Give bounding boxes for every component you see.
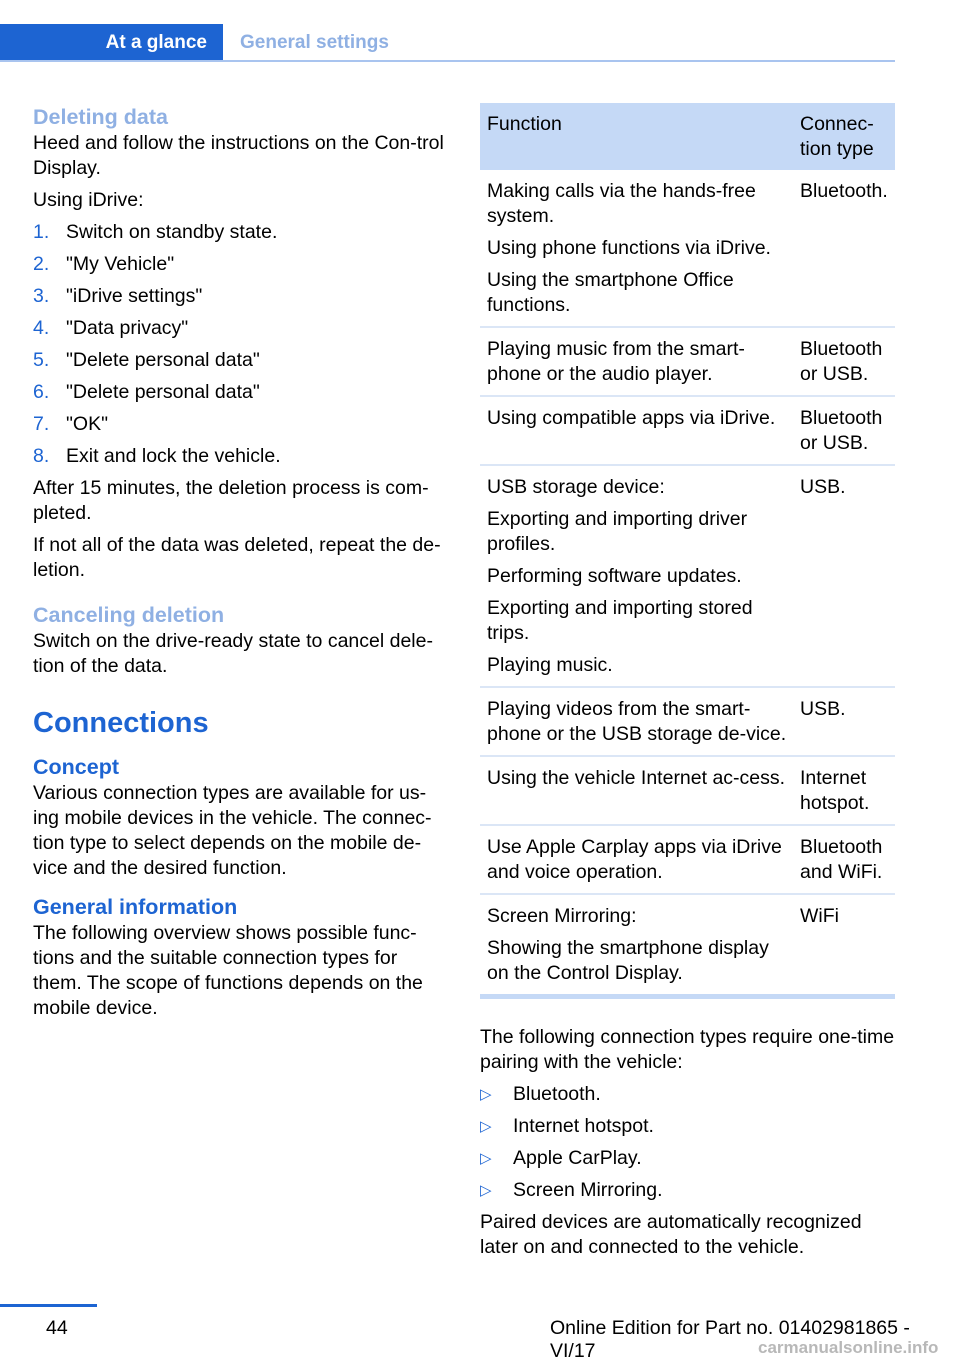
- list-item: [33, 284, 448, 309]
- function-text: Screen Mirroring:: [487, 905, 637, 927]
- type-cell: Bluetooth or USB.: [793, 327, 895, 396]
- table-row: [480, 825, 895, 894]
- repeat-text: If not all of the data was deleted, repeat the de‐letion.: [33, 534, 441, 581]
- function-text: Playing music.: [487, 654, 613, 676]
- bullet-text: Screen Mirroring.: [513, 1179, 663, 1201]
- function-cell: [480, 825, 793, 894]
- list-item: [33, 316, 448, 341]
- deleting-intro: Heed and follow the instructions on the Con‐trol Display.: [33, 132, 444, 179]
- concept-heading: Concept: [33, 755, 119, 779]
- function-cell: [480, 465, 793, 687]
- type-cell: USB.: [793, 687, 895, 756]
- step-text: "My Vehicle": [66, 253, 175, 275]
- connections-table: [480, 103, 895, 996]
- header-function: Function: [480, 103, 793, 170]
- left-column: [33, 103, 448, 1028]
- concept-text: Various connection types are available for us‐ing mobile devices in the vehicle. The connec‐tion type to select depends on the mobile de‐vice and the desired function.: [33, 782, 432, 879]
- header-divider: [0, 60, 895, 62]
- triangle-bullet-icon: ▷: [480, 1118, 492, 1135]
- using-idrive: Using iDrive:: [33, 189, 144, 211]
- step-text: "Data privacy": [66, 317, 189, 339]
- table-header-row: [480, 103, 895, 170]
- edition-text: Online Edition for Part no. 01402981865 - VI/17: [550, 1317, 910, 1362]
- list-item: [480, 1178, 895, 1203]
- list-item: [33, 348, 448, 373]
- list-item: [480, 1082, 895, 1107]
- function-text: Making calls via the hands-free system.: [487, 180, 756, 227]
- watermark: carmanualsonline.info: [758, 1338, 939, 1357]
- steps-list: [33, 220, 448, 469]
- list-item: [33, 380, 448, 405]
- step-number: 8.: [33, 445, 50, 467]
- tab-at-a-glance[interactable]: At a glance: [0, 24, 223, 62]
- triangle-bullet-icon: ▷: [480, 1150, 492, 1167]
- step-text: "Delete personal data": [66, 381, 260, 403]
- function-cell: [480, 327, 793, 396]
- type-cell: USB.: [793, 465, 895, 687]
- list-item: [480, 1114, 895, 1139]
- pairing-text: The following connection types require one-time pairing with the vehicle:: [480, 1026, 895, 1073]
- bullet-text: Bluetooth.: [513, 1083, 601, 1105]
- function-cell: [480, 396, 793, 465]
- bullet-text: Internet hotspot.: [513, 1115, 654, 1137]
- function-text: Performing software updates.: [487, 565, 742, 587]
- step-text: "Delete personal data": [66, 349, 260, 371]
- triangle-bullet-icon: ▷: [480, 1086, 492, 1103]
- right-column: [480, 103, 895, 1267]
- header-connection-type: Connec‐tion type: [793, 103, 895, 170]
- list-item: [33, 444, 448, 469]
- type-cell: WiFi: [793, 894, 895, 995]
- step-number: 6.: [33, 381, 50, 403]
- function-text: USB storage device:: [487, 476, 665, 498]
- after-text: After 15 minutes, the deletion process is com‐pleted.: [33, 477, 429, 524]
- general-information-heading: General information: [33, 895, 238, 919]
- function-text: Showing the smartphone display on the Control Display.: [487, 937, 769, 984]
- type-cell: Internet hotspot.: [793, 756, 895, 825]
- function-text: Playing videos from the smart‐phone or the USB storage de‐vice.: [487, 698, 787, 745]
- function-text: Using compatible apps via iDrive.: [487, 407, 776, 429]
- step-number: 5.: [33, 349, 50, 371]
- table-row: [480, 170, 895, 327]
- table-row: [480, 327, 895, 396]
- function-cell: [480, 894, 793, 995]
- function-text: Exporting and importing stored trips.: [487, 597, 753, 644]
- page-number: 44: [46, 1317, 68, 1339]
- type-cell: Bluetooth and WiFi.: [793, 825, 895, 894]
- general-information-text: The following overview shows possible func‐tions and the suitable connection types for them. The scope of functions depends on the mobile device.: [33, 922, 423, 1019]
- footer-divider: [0, 1304, 97, 1307]
- step-number: 4.: [33, 317, 50, 339]
- canceling-text: Switch on the drive-ready state to cancel dele‐tion of the data.: [33, 630, 433, 677]
- page-header: [0, 24, 960, 62]
- step-text: "iDrive settings": [66, 285, 203, 307]
- function-text: Using the smartphone Office functions.: [487, 269, 734, 316]
- table-row: [480, 396, 895, 465]
- list-item: [33, 220, 448, 245]
- paired-devices-text: Paired devices are automatically recognized later on and connected to the vehicle.: [480, 1211, 862, 1258]
- step-text: "OK": [66, 413, 109, 435]
- function-text: Playing music from the smart‐phone or the audio player.: [487, 338, 745, 385]
- step-number: 3.: [33, 285, 50, 307]
- step-number: 2.: [33, 253, 50, 275]
- list-item: [33, 252, 448, 277]
- bullet-text: Apple CarPlay.: [513, 1147, 642, 1169]
- list-item: [33, 412, 448, 437]
- function-cell: [480, 756, 793, 825]
- function-text: Use Apple Carplay apps via iDrive and voice operation.: [487, 836, 782, 883]
- list-item: [480, 1146, 895, 1171]
- table-row: [480, 687, 895, 756]
- canceling-deletion-heading: Canceling deletion: [33, 603, 225, 627]
- step-text: Exit and lock the vehicle.: [66, 445, 281, 467]
- step-number: 7.: [33, 413, 50, 435]
- triangle-bullet-icon: ▷: [480, 1182, 492, 1199]
- tab-general-settings[interactable]: General settings: [240, 32, 389, 53]
- step-number: 1.: [33, 221, 50, 243]
- deleting-data-heading: Deleting data: [33, 105, 168, 129]
- type-cell: Bluetooth or USB.: [793, 396, 895, 465]
- function-text: Using the vehicle Internet ac‐cess.: [487, 767, 786, 789]
- connection-type-list: [480, 1082, 895, 1203]
- step-text: Switch on standby state.: [66, 221, 278, 243]
- function-text: Exporting and importing driver profiles.: [487, 508, 748, 555]
- table-row: [480, 894, 895, 995]
- table-row: [480, 756, 895, 825]
- type-cell: Bluetooth.: [793, 170, 895, 327]
- function-cell: [480, 170, 793, 327]
- table-bottom-rule: [480, 994, 895, 999]
- function-text: Using phone functions via iDrive.: [487, 237, 771, 259]
- table-row: [480, 465, 895, 687]
- function-cell: [480, 687, 793, 756]
- connections-heading: Connections: [33, 707, 209, 739]
